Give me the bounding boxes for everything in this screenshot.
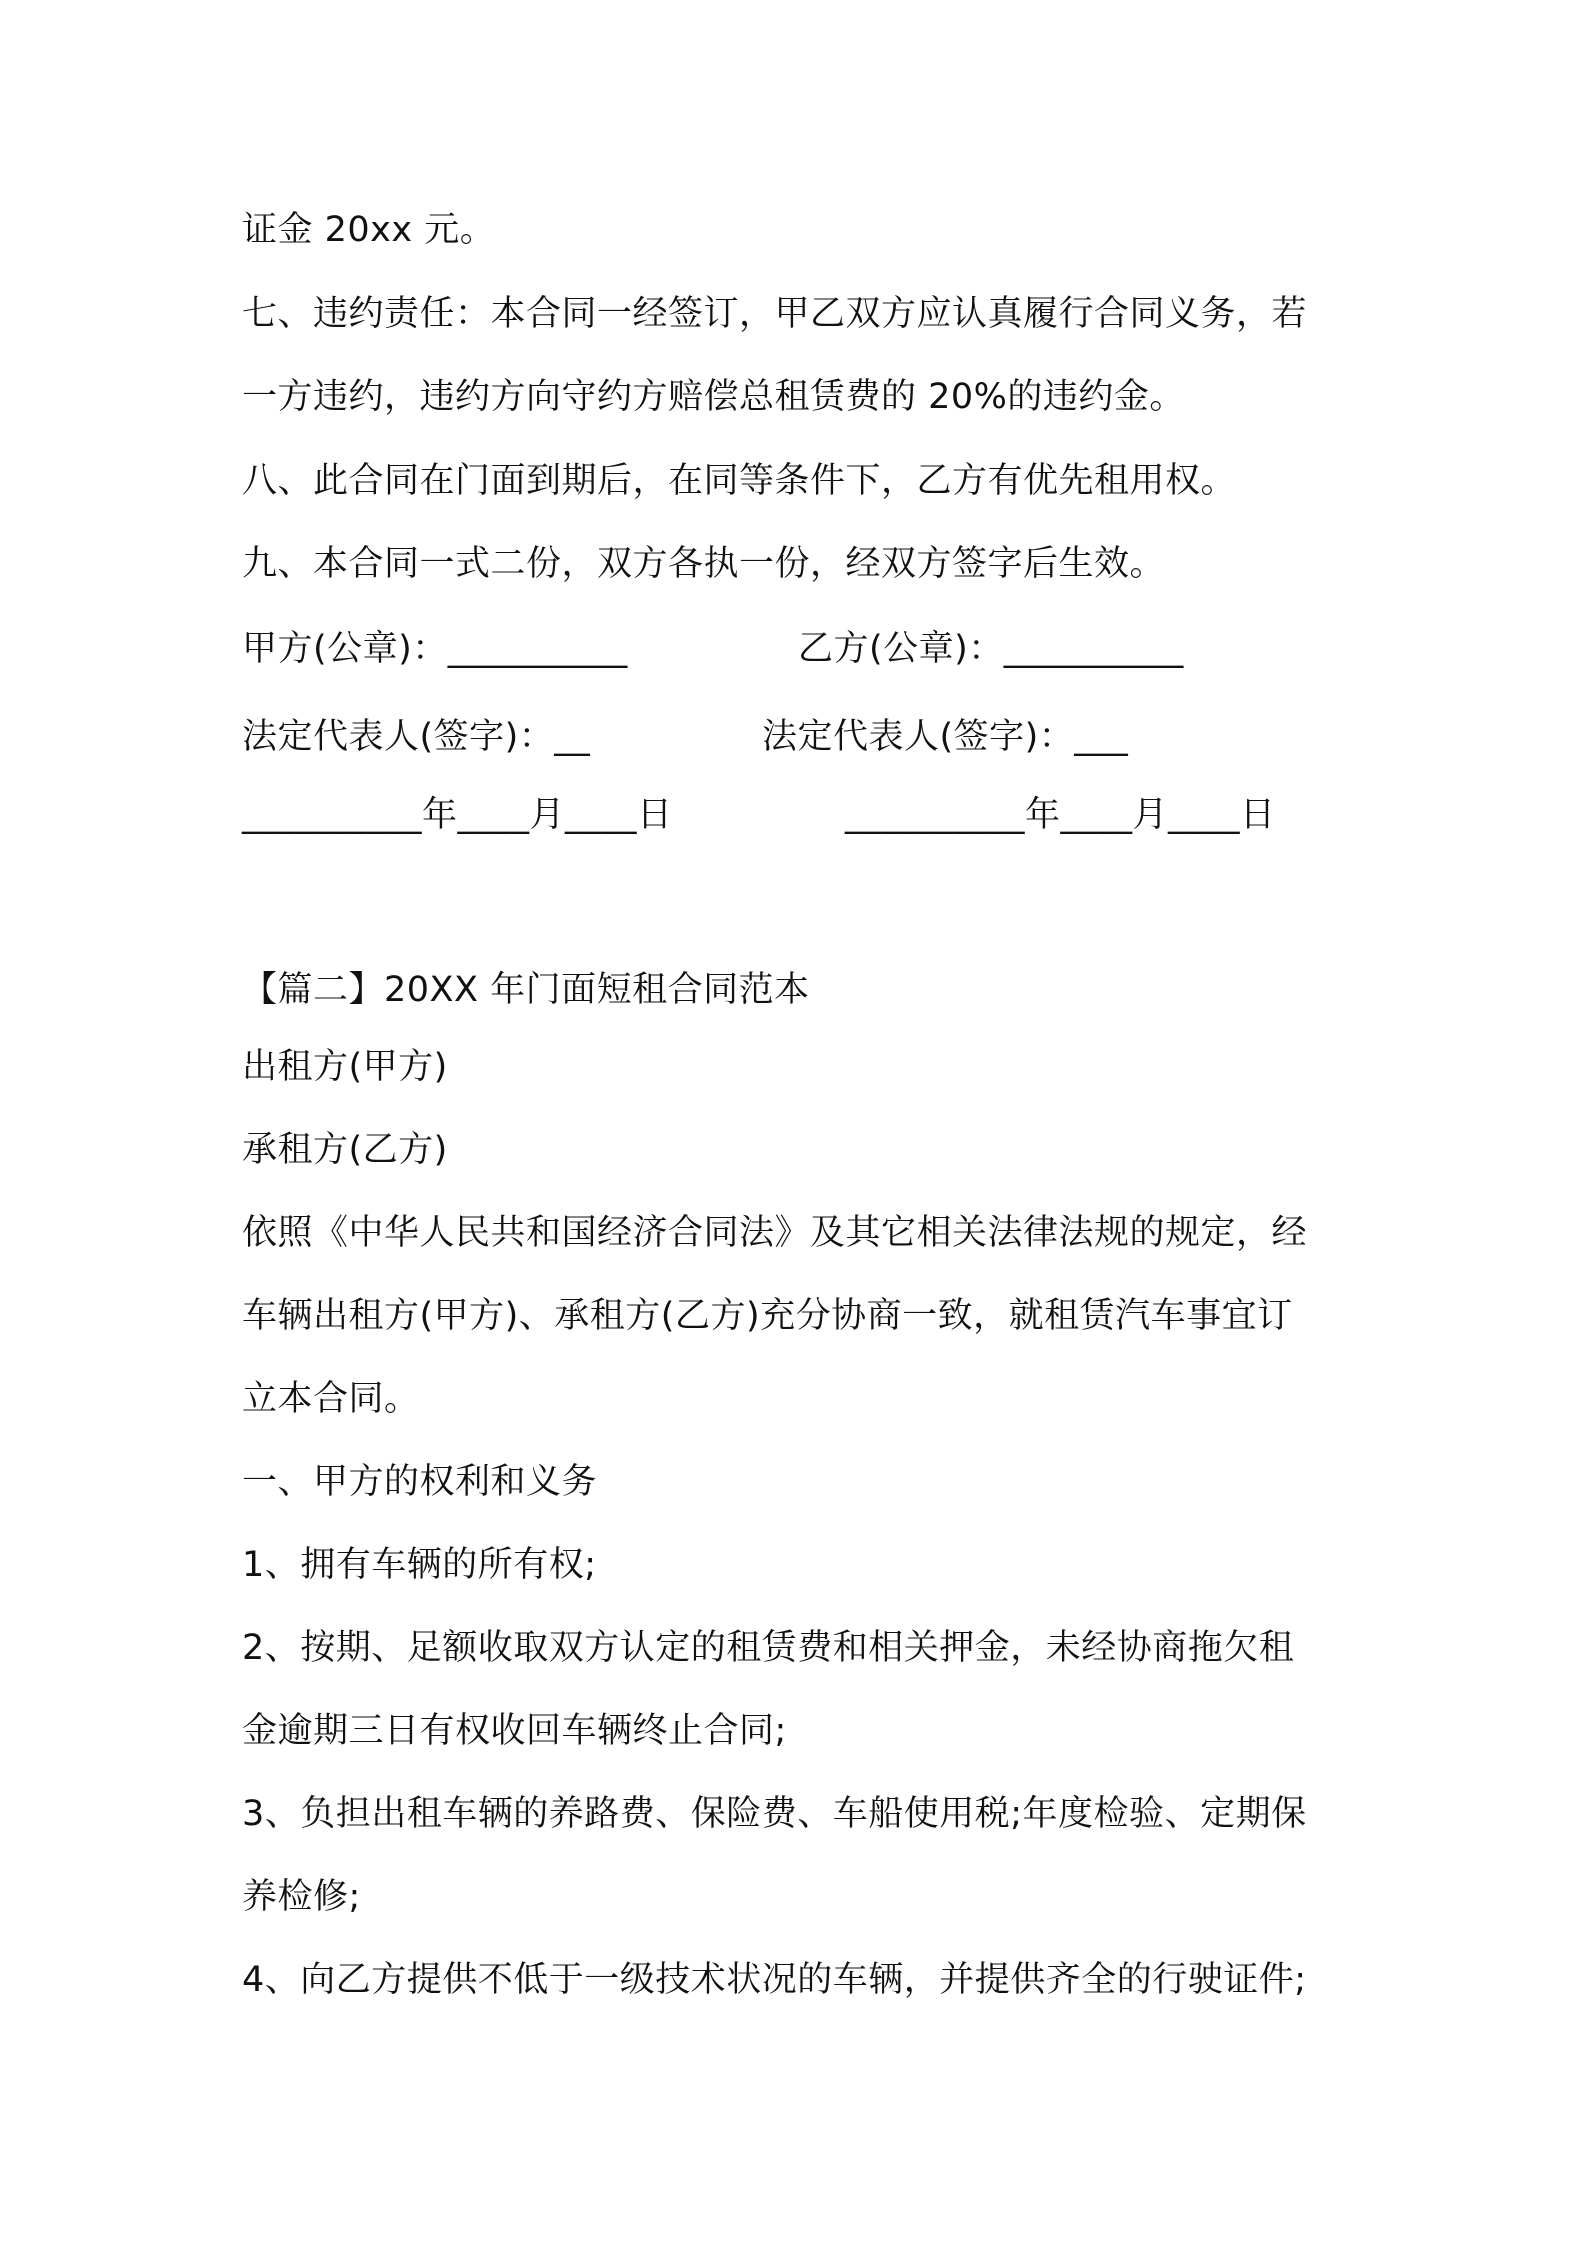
clause-7-line-2: 一方违约，违约方向守约方赔偿总租赁费的 20%的违约金。 [242,377,1185,417]
party-a-duty-3-line-1: 3、负担出租车辆的养路费、保险费、车船使用税;年度检验、定期保 [242,1794,1307,1834]
party-a-duty-2-line-2: 金逾期三日有权收回车辆终止合同; [242,1711,787,1751]
party-b-representative-field: 法定代表人(签字)：___ [762,717,1129,757]
clause-9: 九、本合同一式二份，双方各执一份，经双方签字后生效。 [242,544,1166,584]
clause-8: 八、此合同在门面到期后，在同等条件下，乙方有优先租用权。 [242,461,1237,501]
deposit-amount-line: 证金 20xx 元。 [242,210,496,250]
party-a-duty-1: 1、拥有车辆的所有权; [242,1545,597,1585]
preamble-line-2: 车辆出租方(甲方)、承租方(乙方)充分协商一致，就租赁汽车事宜订 [242,1296,1293,1336]
contract-2-title: 【篇二】20XX 年门面短租合同范本 [242,970,810,1010]
party-a-seal-field: 甲方(公章)：__________ [242,629,628,669]
preamble-line-1: 依照《中华人民共和国经济合同法》及其它相关法律法规的规定，经 [242,1213,1308,1253]
party-a-representative-field: 法定代表人(签字)：__ [242,717,591,757]
preamble-line-3: 立本合同。 [242,1379,420,1419]
clause-7-line-1: 七、违约责任：本合同一经签订，甲乙双方应认真履行合同义务，若 [242,294,1308,334]
lessee-label: 承租方(乙方) [242,1130,448,1170]
party-b-date-field: __________年____月____日 [845,795,1276,835]
party-b-seal-field: 乙方(公章)：__________ [798,629,1184,669]
party-a-duty-2-line-1: 2、按期、足额收取双方认定的租赁费和相关押金，未经协商拖欠租 [242,1628,1295,1668]
party-a-date-field: __________年____月____日 [242,795,673,835]
party-a-duty-3-line-2: 养检修; [242,1877,361,1917]
section-1-heading: 一、甲方的权利和义务 [242,1462,598,1502]
party-a-duty-4: 4、向乙方提供不低于一级技术状况的车辆，并提供齐全的行驶证件; [242,1960,1307,2000]
lessor-label: 出租方(甲方) [242,1047,448,1087]
